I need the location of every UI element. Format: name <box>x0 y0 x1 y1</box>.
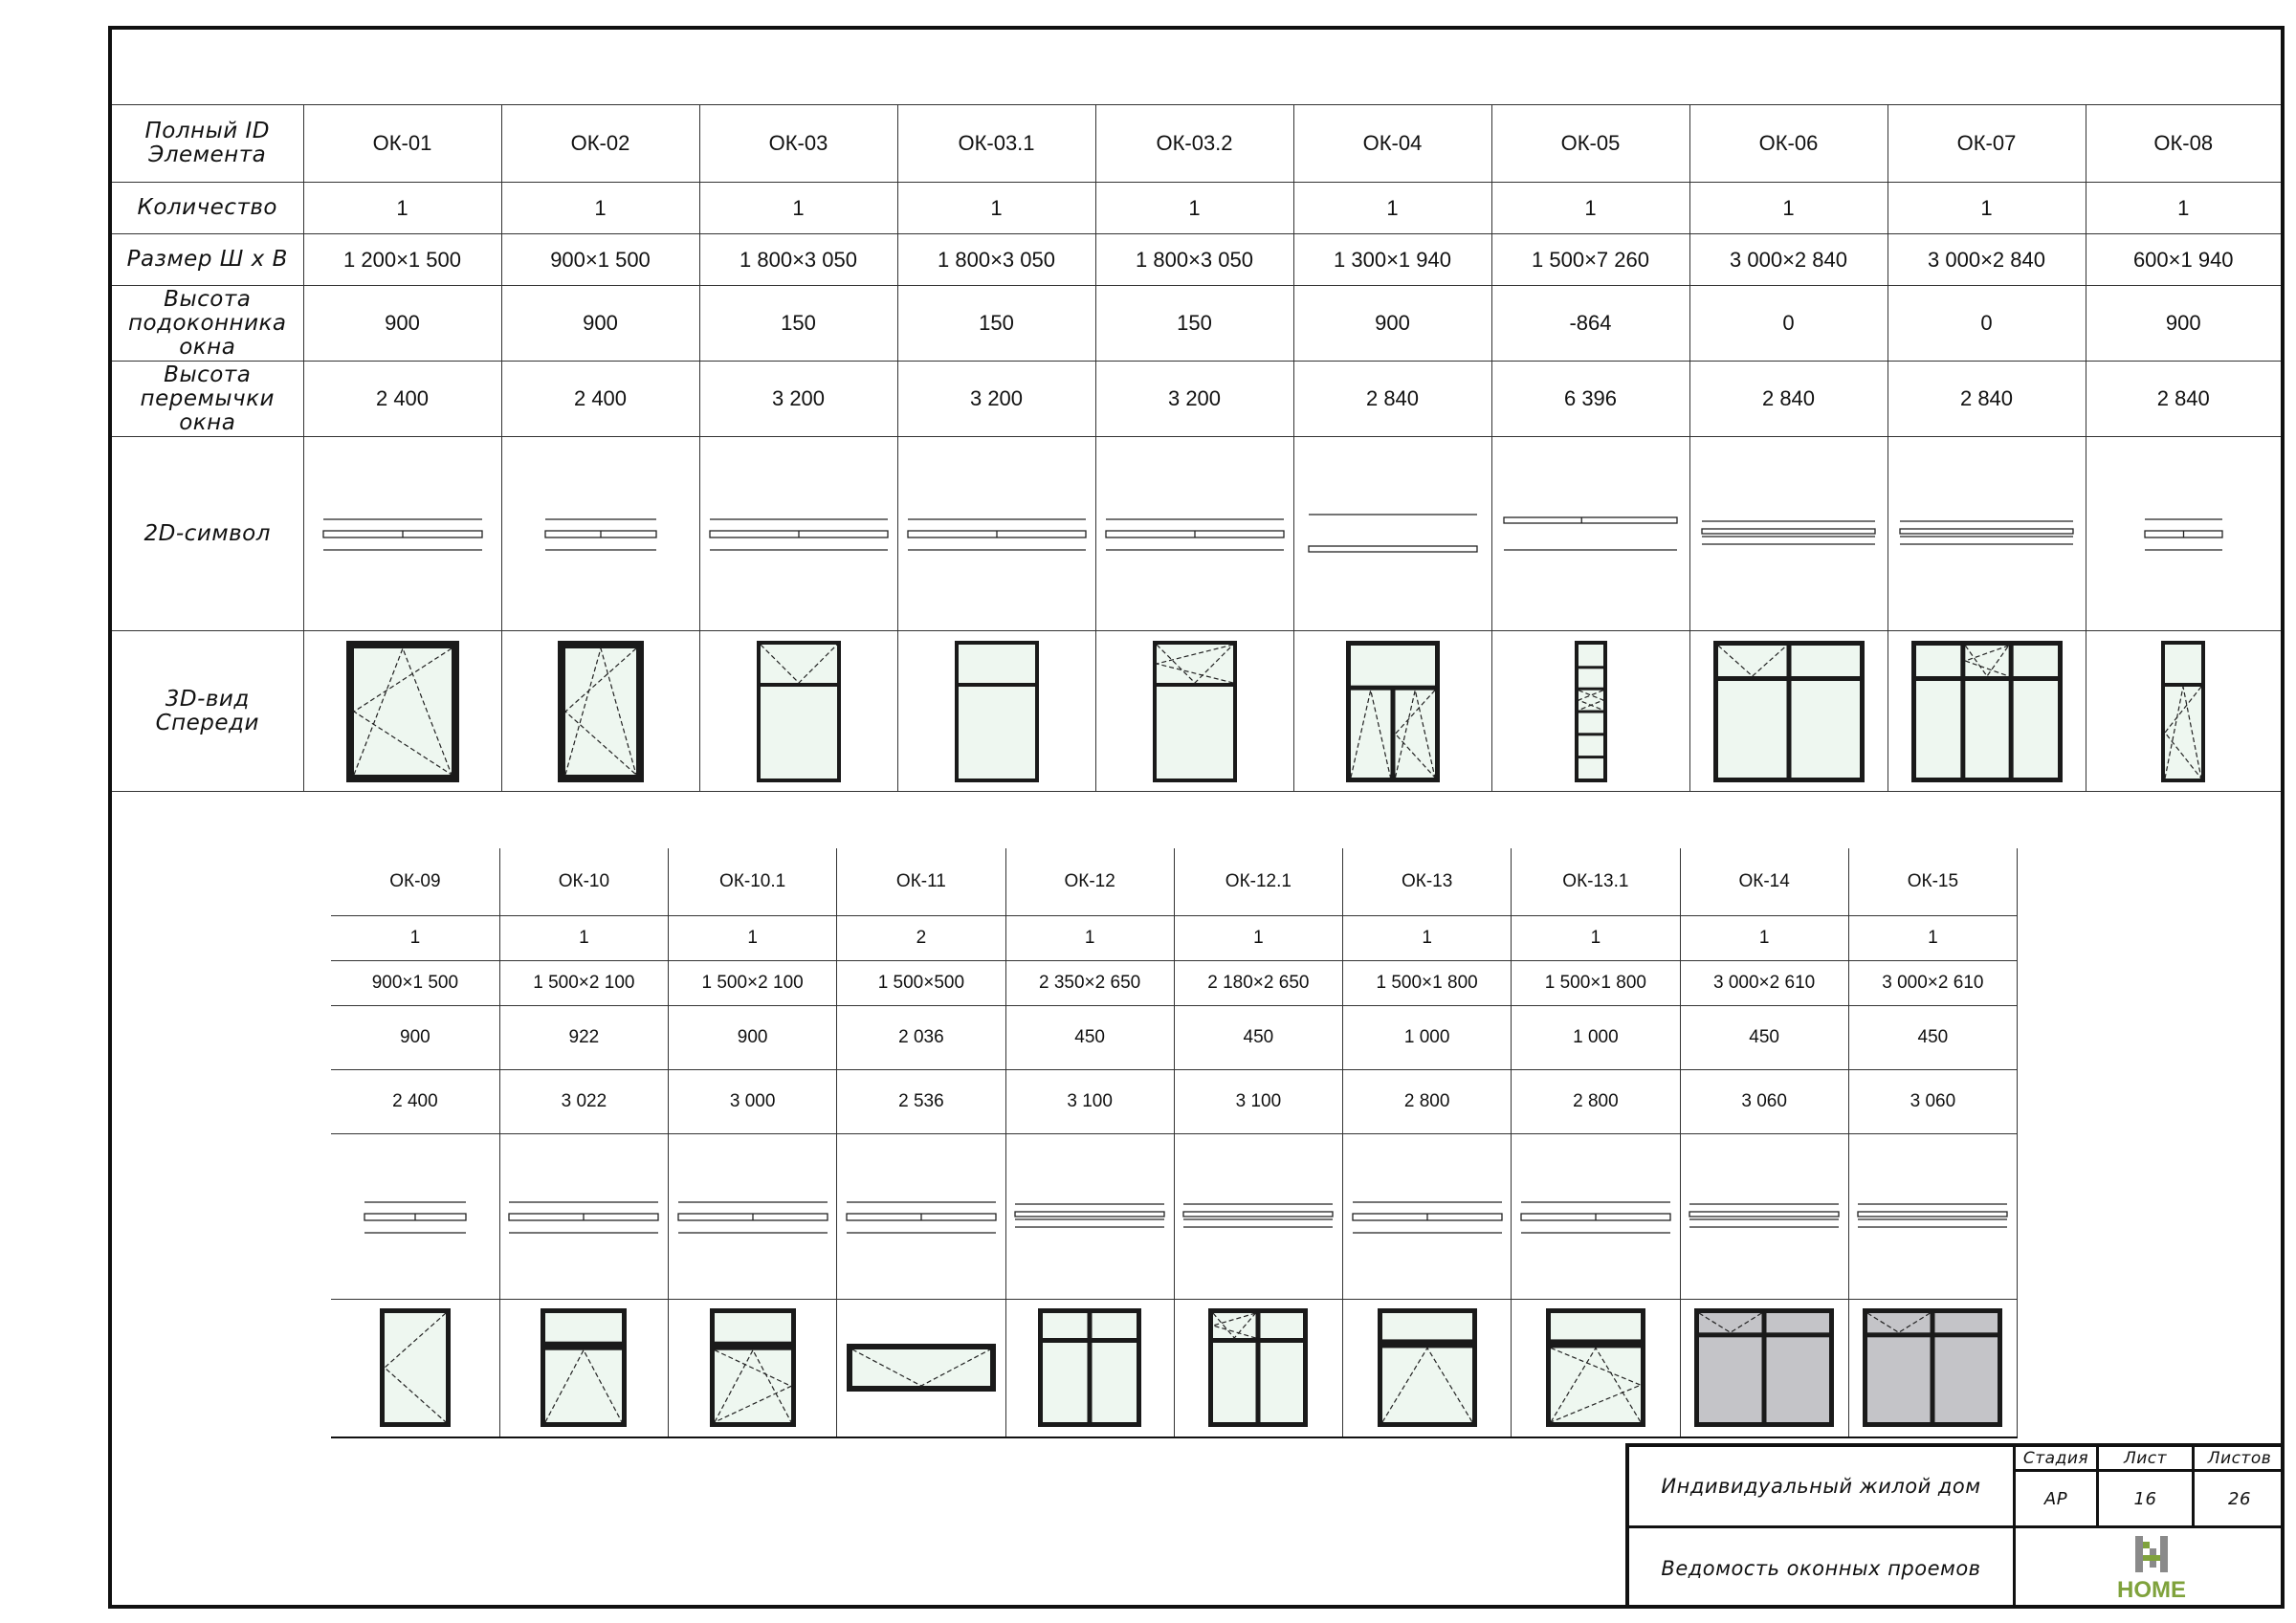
window-plan-symbol-icon <box>2143 500 2224 567</box>
row-label-line: Спереди <box>155 710 259 735</box>
stage-value: АР <box>2043 1488 2068 1509</box>
cell-id: ОК-03.2 <box>1095 105 1293 183</box>
cell-id: ОК-01 <box>303 105 501 183</box>
plan-symbol-cell <box>1095 437 1293 631</box>
plan-symbol-cell <box>331 1133 499 1299</box>
window-front-view-icon <box>1692 1306 1836 1429</box>
cell-head: 3 000 <box>669 1069 837 1133</box>
sheet-label: Лист <box>2099 1447 2192 1472</box>
cell-id: ОК-11 <box>837 848 1005 915</box>
window-front-view-icon <box>1910 639 2064 784</box>
cell-head: 2 400 <box>501 362 699 437</box>
window-plan-symbol-icon <box>906 500 1088 567</box>
front-view-cell <box>1491 631 1689 792</box>
cell-sill: 450 <box>1174 1005 1342 1069</box>
cell-sill: 150 <box>699 286 897 362</box>
window-plan-symbol-icon <box>1307 500 1479 567</box>
cell-id: ОК-06 <box>1689 105 1888 183</box>
cell-size: 1 500×1 800 <box>1512 960 1680 1005</box>
cell-sill: 150 <box>897 286 1095 362</box>
drawing-sheet <box>108 26 2285 1609</box>
plan-symbol-cell <box>303 437 501 631</box>
cell-id: ОК-14 <box>1680 848 1848 915</box>
window-front-view-icon <box>1036 1306 1143 1429</box>
cell-head: 3 200 <box>1095 362 1293 437</box>
plan-symbol-cell <box>1174 1133 1342 1299</box>
front-view-cell <box>331 1299 499 1437</box>
plan-symbol-cell <box>2086 437 2281 631</box>
front-view-cell <box>897 631 1095 792</box>
front-view-cell <box>1512 1299 1680 1437</box>
cell-head: 2 840 <box>1888 362 2086 437</box>
cell-head: 2 840 <box>2086 362 2281 437</box>
window-plan-symbol-icon <box>708 500 890 567</box>
window-plan-symbol-icon <box>543 500 658 567</box>
row-label-head <box>112 362 303 437</box>
plan-symbol-cell <box>1491 437 1689 631</box>
window-front-view-icon <box>1711 639 1866 784</box>
cell-sill: 900 <box>331 1005 499 1069</box>
cell-count: 1 <box>1095 183 1293 234</box>
plan-symbol-cell <box>1005 1133 1174 1299</box>
cell-sill: 900 <box>2086 286 2281 362</box>
front-view-cell <box>1293 631 1491 792</box>
schedule-row-size <box>331 960 2018 1005</box>
row-label-id <box>112 105 303 183</box>
cell-sill: 0 <box>1888 286 2086 362</box>
cell-size: 3 000×2 610 <box>1680 960 1848 1005</box>
window-front-view-icon <box>708 1306 798 1429</box>
title-block <box>1625 1443 2285 1609</box>
cell-size: 1 500×1 800 <box>1343 960 1512 1005</box>
schedule-row-id <box>331 848 2018 915</box>
plan-symbol-cell <box>699 437 897 631</box>
cell-count: 1 <box>1293 183 1491 234</box>
cell-size: 1 800×3 050 <box>699 234 897 286</box>
row-label-line: 3D-вид <box>165 686 250 712</box>
title-block-fields <box>2016 1447 2285 1528</box>
window-front-view-icon <box>1573 639 1609 784</box>
cell-sill: 2 036 <box>837 1005 1005 1069</box>
window-schedule-top <box>112 104 2281 792</box>
schedule-row-front <box>331 1299 2018 1437</box>
cell-id: ОК-12 <box>1005 848 1174 915</box>
cell-id: ОК-07 <box>1888 105 2086 183</box>
window-plan-symbol-icon <box>1013 1183 1166 1250</box>
window-front-view-icon <box>1344 639 1442 784</box>
front-view-cell <box>1174 1299 1342 1437</box>
cell-size: 1 500×7 260 <box>1491 234 1689 286</box>
window-plan-symbol-icon <box>1898 500 2075 567</box>
project-name: Индивидуальный жилой дом <box>1629 1447 2016 1528</box>
schedule-row-head <box>112 362 2281 437</box>
row-label-front <box>112 631 303 792</box>
cell-size: 1 200×1 500 <box>303 234 501 286</box>
cell-size: 1 800×3 050 <box>897 234 1095 286</box>
window-front-view-icon <box>2159 639 2207 784</box>
window-front-view-icon <box>539 1306 629 1429</box>
cell-sill: 1 000 <box>1343 1005 1512 1069</box>
row-label-line: Количество <box>137 195 277 220</box>
cell-head: 2 536 <box>837 1069 1005 1133</box>
window-schedule-bottom <box>331 848 2018 1438</box>
cell-head: 2 840 <box>1689 362 1888 437</box>
cell-head: 2 400 <box>303 362 501 437</box>
front-view-cell <box>1689 631 1888 792</box>
cell-size: 1 500×500 <box>837 960 1005 1005</box>
front-view-cell <box>1848 1299 2017 1437</box>
schedule-row-id <box>112 105 2281 183</box>
cell-id: ОК-15 <box>1848 848 2017 915</box>
row-label-line: 2D-символ <box>144 520 271 546</box>
schedule-row-head <box>331 1069 2018 1133</box>
row-label-size <box>112 234 303 286</box>
window-plan-symbol-icon <box>507 1183 660 1250</box>
front-view-cell <box>699 631 897 792</box>
plan-symbol-cell <box>1293 437 1491 631</box>
cell-head: 2 800 <box>1343 1069 1512 1133</box>
front-view-cell <box>2086 631 2281 792</box>
plan-symbol-cell <box>1512 1133 1680 1299</box>
cell-id: ОК-13.1 <box>1512 848 1680 915</box>
window-plan-symbol-icon <box>845 1183 998 1250</box>
front-view-cell <box>1343 1299 1512 1437</box>
cell-size: 600×1 940 <box>2086 234 2281 286</box>
sheet-field <box>2099 1447 2195 1528</box>
plan-symbol-cell <box>1343 1133 1512 1299</box>
plan-symbol-cell <box>1680 1133 1848 1299</box>
plan-symbol-cell <box>1848 1133 2017 1299</box>
cell-id: ОК-08 <box>2086 105 2281 183</box>
plan-symbol-cell <box>499 1133 668 1299</box>
cell-sill: 900 <box>303 286 501 362</box>
cell-size: 1 500×2 100 <box>669 960 837 1005</box>
sheets-field <box>2195 1447 2285 1528</box>
cell-size: 900×1 500 <box>501 234 699 286</box>
cell-count: 1 <box>699 183 897 234</box>
window-front-view-icon <box>1206 1306 1310 1429</box>
cell-head: 3 060 <box>1680 1069 1848 1133</box>
front-view-cell <box>499 1299 668 1437</box>
cell-count: 1 <box>2086 183 2281 234</box>
cell-sill: 900 <box>669 1005 837 1069</box>
front-view-cell <box>1005 1299 1174 1437</box>
cell-id: ОК-09 <box>331 848 499 915</box>
cell-count: 1 <box>1680 915 1848 960</box>
schedule-row-sill <box>331 1005 2018 1069</box>
cell-count: 1 <box>669 915 837 960</box>
schedule-row-size <box>112 234 2281 286</box>
cell-count: 1 <box>331 915 499 960</box>
cell-id: ОК-12.1 <box>1174 848 1342 915</box>
cell-size: 1 300×1 940 <box>1293 234 1491 286</box>
cell-sill: 450 <box>1680 1005 1848 1069</box>
cell-count: 1 <box>1848 915 2017 960</box>
sheets-value: 26 <box>2228 1488 2251 1509</box>
cell-head: 3 100 <box>1005 1069 1174 1133</box>
cell-sill: -864 <box>1491 286 1689 362</box>
cell-head: 2 800 <box>1512 1069 1680 1133</box>
schedule-row-symbol <box>331 1133 2018 1299</box>
front-view-cell <box>501 631 699 792</box>
logo-text: HOME <box>2117 1577 2186 1603</box>
cell-size: 1 500×2 100 <box>499 960 668 1005</box>
cell-id: ОК-10.1 <box>669 848 837 915</box>
window-front-view-icon <box>755 639 843 784</box>
window-plan-symbol-icon <box>1519 1183 1672 1250</box>
row-label-sill <box>112 286 303 362</box>
cell-sill: 450 <box>1848 1005 2017 1069</box>
window-plan-symbol-icon <box>676 1183 829 1250</box>
sheet-name: Ведомость оконных проемов <box>1629 1528 2016 1609</box>
schedule-row-sill <box>112 286 2281 362</box>
row-label-line: перемычки <box>140 385 275 411</box>
window-plan-symbol-icon <box>1104 500 1286 567</box>
cell-count: 1 <box>1689 183 1888 234</box>
cell-count: 1 <box>1005 915 1174 960</box>
cell-count: 1 <box>897 183 1095 234</box>
cell-head: 2 400 <box>331 1069 499 1133</box>
row-label-line: Полный ID <box>144 119 271 143</box>
cell-size: 3 000×2 610 <box>1848 960 2017 1005</box>
cell-head: 3 022 <box>499 1069 668 1133</box>
row-label-symbol <box>112 437 303 631</box>
cell-id: ОК-10 <box>499 848 668 915</box>
window-front-view-icon <box>1376 1306 1479 1429</box>
plan-symbol-cell <box>669 1133 837 1299</box>
sheet-value: 16 <box>2133 1488 2157 1509</box>
cell-count: 1 <box>1888 183 2086 234</box>
row-label-line: Высота <box>164 286 252 312</box>
window-front-view-icon <box>1861 1306 2004 1429</box>
cell-id: ОК-03.1 <box>897 105 1095 183</box>
row-label-line: окна <box>179 334 236 360</box>
row-label-line: окна <box>179 409 236 435</box>
cell-size: 3 000×2 840 <box>1888 234 2086 286</box>
cell-count: 1 <box>1174 915 1342 960</box>
cell-id: ОК-05 <box>1491 105 1689 183</box>
cell-id: ОК-03 <box>699 105 897 183</box>
cell-count: 2 <box>837 915 1005 960</box>
plan-symbol-cell <box>897 437 1095 631</box>
front-view-cell <box>303 631 501 792</box>
front-view-cell <box>837 1299 1005 1437</box>
front-view-cell <box>1095 631 1293 792</box>
window-front-view-icon <box>378 1306 453 1429</box>
row-label-line: Высота <box>164 362 252 387</box>
stage-label: Стадия <box>2016 1447 2096 1472</box>
front-view-cell <box>669 1299 837 1437</box>
home-logo-icon <box>2016 1528 2285 1609</box>
window-plan-symbol-icon <box>1856 1183 2009 1250</box>
cell-head: 3 200 <box>699 362 897 437</box>
row-label-line: подоконника <box>127 310 287 336</box>
cell-count: 1 <box>501 183 699 234</box>
company-logo <box>2016 1528 2285 1609</box>
cell-count: 1 <box>499 915 668 960</box>
cell-size: 900×1 500 <box>331 960 499 1005</box>
window-front-view-icon <box>845 1342 998 1393</box>
row-label-line: Размер Ш х В <box>126 247 288 272</box>
window-front-view-icon <box>556 639 646 784</box>
stage-field <box>2016 1447 2099 1528</box>
window-plan-symbol-icon <box>1181 1183 1335 1250</box>
cell-count: 1 <box>1491 183 1689 234</box>
schedule-row-front <box>112 631 2281 792</box>
cell-sill: 922 <box>499 1005 668 1069</box>
window-front-view-icon <box>344 639 461 784</box>
window-plan-symbol-icon <box>1351 1183 1504 1250</box>
schedule-row-symbol <box>112 437 2281 631</box>
cell-size: 3 000×2 840 <box>1689 234 1888 286</box>
plan-symbol-cell <box>1888 437 2086 631</box>
cell-head: 3 100 <box>1174 1069 1342 1133</box>
window-front-view-icon <box>953 639 1041 784</box>
cell-head: 3 200 <box>897 362 1095 437</box>
row-label-line: Элемента <box>148 143 267 167</box>
cell-sill: 150 <box>1095 286 1293 362</box>
cell-size: 1 800×3 050 <box>1095 234 1293 286</box>
cell-sill: 900 <box>501 286 699 362</box>
cell-size: 2 350×2 650 <box>1005 960 1174 1005</box>
cell-size: 2 180×2 650 <box>1174 960 1342 1005</box>
row-label-count <box>112 183 303 234</box>
window-plan-symbol-icon <box>1700 500 1877 567</box>
cell-id: ОК-02 <box>501 105 699 183</box>
cell-head: 2 840 <box>1293 362 1491 437</box>
cell-sill: 0 <box>1689 286 1888 362</box>
cell-sill: 450 <box>1005 1005 1174 1069</box>
schedule-row-count <box>331 915 2018 960</box>
cell-count: 1 <box>1512 915 1680 960</box>
front-view-cell <box>1680 1299 1848 1437</box>
cell-id: ОК-13 <box>1343 848 1512 915</box>
cell-id: ОК-04 <box>1293 105 1491 183</box>
window-plan-symbol-icon <box>1502 500 1679 567</box>
schedule-row-count <box>112 183 2281 234</box>
window-plan-symbol-icon <box>321 500 484 567</box>
cell-head: 3 060 <box>1848 1069 2017 1133</box>
cell-head: 6 396 <box>1491 362 1689 437</box>
front-view-cell <box>1888 631 2086 792</box>
cell-count: 1 <box>1343 915 1512 960</box>
plan-symbol-cell <box>837 1133 1005 1299</box>
cell-sill: 1 000 <box>1512 1005 1680 1069</box>
window-front-view-icon <box>1544 1306 1647 1429</box>
plan-symbol-cell <box>1689 437 1888 631</box>
cell-sill: 900 <box>1293 286 1491 362</box>
cell-count: 1 <box>303 183 501 234</box>
sheets-label: Листов <box>2195 1447 2285 1472</box>
plan-symbol-cell <box>501 437 699 631</box>
window-front-view-icon <box>1151 639 1239 784</box>
window-plan-symbol-icon <box>1688 1183 1841 1250</box>
window-plan-symbol-icon <box>363 1183 468 1250</box>
